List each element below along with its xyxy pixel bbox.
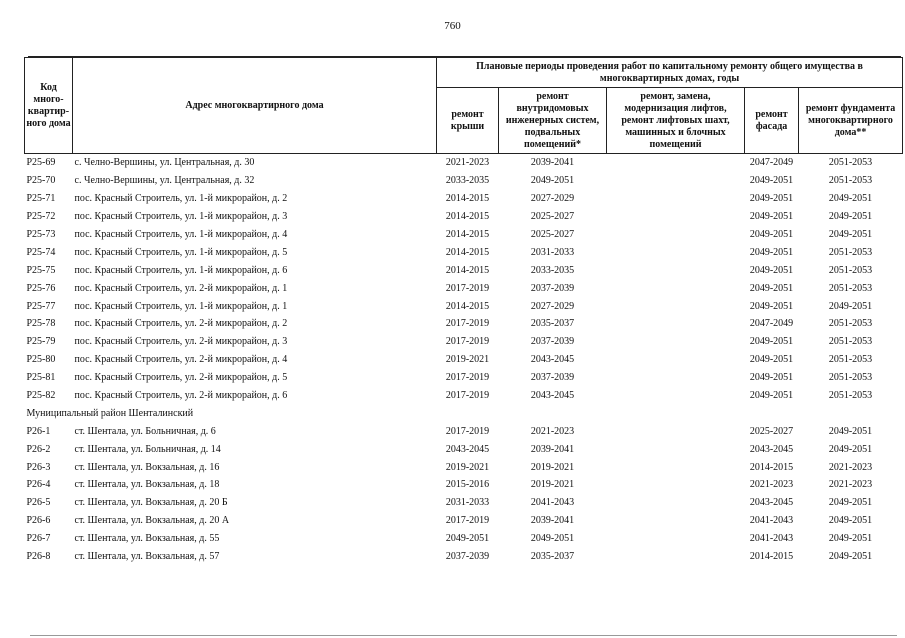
foundation-repair-cell: 2049-2051 [828, 211, 873, 223]
address-cell: ст. Шентала, ул. Вокзальная, д. 16 [74, 461, 220, 473]
house-code-cell: Р26-7 [26, 533, 51, 545]
house-code-cell: Р25-78 [26, 318, 56, 330]
header-foundation: ремонт фундамента многоквартирного дома** [799, 88, 903, 154]
engineering-repair-cell: 2025-2027 [530, 229, 575, 240]
elevator-repair-cell [607, 351, 745, 369]
address-cell: пос. Красный Строитель, ул. 1-й микрорайон, д. 4 [74, 229, 288, 240]
house-code-cell: Р26-8 [26, 551, 51, 563]
facade-repair-cell: 2014-2015 [749, 461, 794, 473]
roof-repair-cell: 2014-2015 [445, 300, 490, 312]
elevator-repair-cell [607, 440, 745, 458]
engineering-repair-cell: 2033-2035 [530, 264, 575, 276]
elevator-repair-cell [607, 297, 745, 315]
address-cell: пос. Красный Строитель, ул. 2-й микрорайон, д. 6 [74, 390, 288, 402]
facade-repair-cell: 2049-2051 [749, 300, 794, 312]
engineering-repair-cell: 2025-2027 [530, 211, 575, 223]
foundation-repair-cell: 2049-2051 [828, 300, 873, 312]
address-cell: пос. Красный Строитель, ул. 2-й микрорайон, д. 2 [74, 318, 288, 330]
house-code-cell: Р26-6 [26, 515, 51, 527]
house-code-cell: Р26-1 [26, 425, 51, 437]
roof-repair-cell: 2017-2019 [445, 390, 490, 402]
elevator-repair-cell [607, 208, 745, 226]
facade-repair-cell: 2049-2051 [749, 390, 794, 402]
address-cell: пос. Красный Строитель, ул. 1-й микрорайон, д. 3 [74, 211, 288, 223]
foundation-repair-cell: 2021-2023 [828, 479, 873, 491]
table-row [25, 476, 903, 494]
house-code-cell: Р25-79 [26, 336, 56, 348]
address-cell: с. Челно-Вершины, ул. Центральная, д. 32 [74, 175, 255, 187]
table-row [25, 190, 903, 208]
facade-repair-cell: 2049-2051 [749, 264, 794, 276]
address-cell: ст. Шентала, ул. Вокзальная, д. 57 [74, 551, 220, 563]
elevator-repair-cell [607, 422, 745, 440]
house-code-cell: Р26-3 [26, 461, 51, 473]
house-code-cell: Р25-76 [26, 282, 56, 294]
table-row [25, 172, 903, 190]
address-cell: с. Челно-Вершины, ул. Центральная, д. 30 [73, 154, 437, 172]
house-code-cell: Р25-82 [26, 390, 56, 402]
foundation-repair-cell: 2051-2053 [799, 154, 903, 172]
address-cell: ст. Шентала, ул. Вокзальная, д. 18 [74, 479, 220, 491]
house-code-cell: Р25-69 [25, 154, 73, 172]
elevator-repair-cell [607, 226, 745, 244]
elevator-repair-cell [607, 279, 745, 297]
facade-repair-cell: 2041-2043 [749, 515, 794, 527]
table-row [25, 315, 903, 333]
table-row [25, 226, 903, 244]
table-row [25, 333, 903, 351]
elevator-repair-cell [607, 512, 745, 530]
house-code-cell: Р26-5 [26, 497, 51, 509]
address-cell: пос. Красный Строитель, ул. 1-й микрорайон, д. 2 [74, 193, 288, 205]
table-row [25, 297, 903, 315]
table-row [25, 494, 903, 512]
table-row [25, 512, 903, 530]
foundation-repair-cell: 2049-2051 [828, 533, 873, 545]
engineering-repair-cell: 2019-2021 [530, 479, 575, 491]
facade-repair-cell: 2049-2051 [749, 229, 794, 240]
roof-repair-cell: 2021-2023 [437, 154, 499, 172]
roof-repair-cell: 2019-2021 [445, 461, 490, 473]
header-periods: Плановые периоды проведения работ по капитальному ремонту общего имущества в многоквартирных домах, годы [437, 58, 903, 88]
roof-repair-cell: 2017-2019 [445, 318, 490, 330]
elevator-repair-cell [607, 530, 745, 548]
roof-repair-cell: 2049-2051 [445, 533, 490, 545]
facade-repair-cell: 2025-2027 [749, 425, 794, 437]
address-cell: пос. Красный Строитель, ул. 2-й микрорайон, д. 4 [74, 354, 288, 366]
facade-repair-cell: 2021-2023 [749, 479, 794, 491]
house-code-cell: Р25-72 [26, 211, 56, 223]
engineering-repair-cell: 2039-2041 [499, 154, 607, 172]
roof-repair-cell: 2017-2019 [445, 372, 490, 384]
header-facade: ремонт фасада [745, 88, 799, 154]
elevator-repair-cell [607, 190, 745, 208]
house-code-cell: Р25-75 [26, 264, 56, 276]
header-elevators: ремонт, замена, модернизация лифтов, ремонт лифтовых шахт, машинных и блочных помещений [607, 88, 745, 154]
engineering-repair-cell: 2027-2029 [530, 193, 575, 205]
roof-repair-cell: 2015-2016 [445, 479, 490, 491]
address-cell: ст. Шентала, ул. Больничная, д. 14 [74, 443, 221, 455]
foundation-repair-cell: 2049-2051 [828, 229, 873, 240]
house-code-cell: Р25-77 [26, 300, 56, 312]
elevator-repair-cell [607, 476, 745, 494]
address-cell: пос. Красный Строитель, ул. 1-й микрорайон, д. 5 [74, 246, 288, 258]
engineering-repair-cell: 2031-2033 [530, 246, 575, 258]
address-cell: пос. Красный Строитель, ул. 2-й микрорайон, д. 5 [74, 372, 288, 384]
foundation-repair-cell: 2051-2053 [828, 246, 873, 258]
house-code-cell: Р26-2 [26, 443, 51, 455]
elevator-repair-cell [607, 333, 745, 351]
house-code-cell: Р25-74 [26, 246, 56, 258]
foundation-repair-cell: 2051-2053 [828, 336, 873, 348]
facade-repair-cell: 2049-2051 [749, 211, 794, 223]
engineering-repair-cell: 2039-2041 [530, 515, 575, 527]
facade-repair-cell: 2049-2051 [749, 372, 794, 384]
roof-repair-cell: 2017-2019 [445, 425, 490, 437]
address-cell: пос. Красный Строитель, ул. 1-й микрорайон, д. 6 [74, 264, 288, 276]
facade-repair-cell: 2049-2051 [749, 282, 794, 294]
header-code: Код много-квартир-ного дома [25, 58, 73, 154]
address-cell: ст. Шентала, ул. Вокзальная, д. 20 А [74, 515, 230, 527]
roof-repair-cell: 2014-2015 [445, 229, 490, 240]
foundation-repair-cell: 2049-2051 [828, 515, 873, 527]
engineering-repair-cell: 2049-2051 [530, 175, 575, 187]
engineering-repair-cell: 2037-2039 [530, 282, 575, 294]
foundation-repair-cell: 2051-2053 [828, 390, 873, 402]
table-row [25, 279, 903, 297]
elevator-repair-cell [607, 494, 745, 512]
facade-repair-cell: 2049-2051 [749, 246, 794, 258]
table-row [25, 369, 903, 387]
facade-repair-cell: 2049-2051 [749, 193, 794, 205]
table-row [25, 351, 903, 369]
elevator-repair-cell [607, 548, 745, 566]
elevator-repair-cell [607, 387, 745, 405]
capital-repair-schedule-table [24, 57, 903, 565]
roof-repair-cell: 2014-2015 [445, 264, 490, 276]
house-code-cell: Р25-73 [26, 229, 56, 240]
address-cell: пос. Красный Строитель, ул. 1-й микрорайон, д. 1 [74, 300, 288, 312]
foundation-repair-cell: 2051-2053 [828, 264, 873, 276]
foundation-repair-cell: 2051-2053 [828, 282, 873, 294]
elevator-repair-cell [607, 458, 745, 476]
engineering-repair-cell: 2021-2023 [530, 425, 575, 437]
foundation-repair-cell: 2049-2051 [828, 193, 873, 205]
foundation-repair-cell: 2051-2053 [828, 318, 873, 330]
elevator-repair-cell [607, 261, 745, 279]
engineering-repair-cell: 2049-2051 [530, 533, 575, 545]
roof-repair-cell: 2033-2035 [445, 175, 490, 187]
table-row [25, 387, 903, 405]
table-row [25, 548, 903, 566]
roof-repair-cell: 2019-2021 [445, 354, 490, 366]
page-number: 760 [444, 20, 461, 32]
table-row [25, 458, 903, 476]
house-code-cell: Р25-70 [26, 175, 56, 187]
district-name: Муниципальный район Шенталинский [26, 407, 194, 419]
facade-repair-cell: 2049-2051 [749, 354, 794, 366]
elevator-repair-cell [607, 243, 745, 261]
house-code-cell: Р26-4 [26, 479, 51, 491]
roof-repair-cell: 2017-2019 [445, 282, 490, 294]
foundation-repair-cell: 2021-2023 [828, 461, 873, 473]
roof-repair-cell: 2014-2015 [445, 193, 490, 205]
engineering-repair-cell: 2041-2043 [530, 497, 575, 509]
engineering-repair-cell: 2035-2037 [530, 551, 575, 563]
roof-repair-cell: 2043-2045 [445, 443, 490, 455]
roof-repair-cell: 2014-2015 [445, 246, 490, 258]
address-cell: ст. Шентала, ул. Вокзальная, д. 20 Б [74, 497, 228, 509]
elevator-repair-cell [607, 172, 745, 190]
header-address: Адрес многоквартирного дома [73, 58, 437, 154]
table-row [25, 422, 903, 440]
engineering-repair-cell: 2037-2039 [530, 336, 575, 348]
elevator-repair-cell [607, 315, 745, 333]
facade-repair-cell: 2014-2015 [749, 551, 794, 563]
facade-repair-cell: 2047-2049 [745, 154, 799, 172]
foundation-repair-cell: 2051-2053 [828, 175, 873, 187]
engineering-repair-cell: 2035-2037 [530, 318, 575, 330]
facade-repair-cell: 2043-2045 [749, 497, 794, 509]
facade-repair-cell: 2047-2049 [749, 318, 794, 330]
table-row [25, 243, 903, 261]
header-engineering: ремонт внутридомовых инженерных систем, подвальных помещений* [499, 88, 607, 154]
elevator-repair-cell [607, 369, 745, 387]
roof-repair-cell: 2014-2015 [445, 211, 490, 223]
table-row [25, 154, 903, 172]
roof-repair-cell: 2017-2019 [445, 515, 490, 527]
district-heading-row [25, 404, 903, 422]
facade-repair-cell: 2041-2043 [749, 533, 794, 545]
facade-repair-cell: 2049-2051 [749, 336, 794, 348]
engineering-repair-cell: 2019-2021 [530, 461, 575, 473]
address-cell: пос. Красный Строитель, ул. 2-й микрорайон, д. 3 [74, 336, 288, 348]
facade-repair-cell: 2043-2045 [749, 443, 794, 455]
address-cell: ст. Шентала, ул. Больничная, д. 6 [74, 425, 216, 437]
table-row [25, 261, 903, 279]
foundation-repair-cell: 2049-2051 [828, 443, 873, 455]
address-cell: пос. Красный Строитель, ул. 2-й микрорайон, д. 1 [74, 282, 288, 294]
bottom-rule [30, 635, 897, 636]
table-body [25, 154, 903, 566]
address-cell: ст. Шентала, ул. Вокзальная, д. 55 [74, 533, 220, 545]
foundation-repair-cell: 2049-2051 [828, 425, 873, 437]
facade-repair-cell: 2049-2051 [749, 175, 794, 187]
header-roof: ремонт крыши [437, 88, 499, 154]
roof-repair-cell: 2037-2039 [445, 551, 490, 563]
engineering-repair-cell: 2043-2045 [530, 354, 575, 366]
foundation-repair-cell: 2049-2051 [828, 551, 873, 563]
engineering-repair-cell: 2039-2041 [530, 443, 575, 455]
table-row [25, 530, 903, 548]
elevator-repair-cell [607, 154, 745, 172]
engineering-repair-cell: 2043-2045 [530, 390, 575, 402]
table-row [25, 208, 903, 226]
foundation-repair-cell: 2051-2053 [828, 372, 873, 384]
foundation-repair-cell: 2051-2053 [828, 354, 873, 366]
engineering-repair-cell: 2037-2039 [530, 372, 575, 384]
house-code-cell: Р25-80 [26, 354, 56, 366]
table-header [25, 58, 903, 154]
house-code-cell: Р25-81 [26, 372, 56, 384]
foundation-repair-cell: 2049-2051 [828, 497, 873, 509]
house-code-cell: Р25-71 [26, 193, 56, 205]
table-row [25, 440, 903, 458]
roof-repair-cell: 2031-2033 [445, 497, 490, 509]
roof-repair-cell: 2017-2019 [445, 336, 490, 348]
engineering-repair-cell: 2027-2029 [530, 300, 575, 312]
